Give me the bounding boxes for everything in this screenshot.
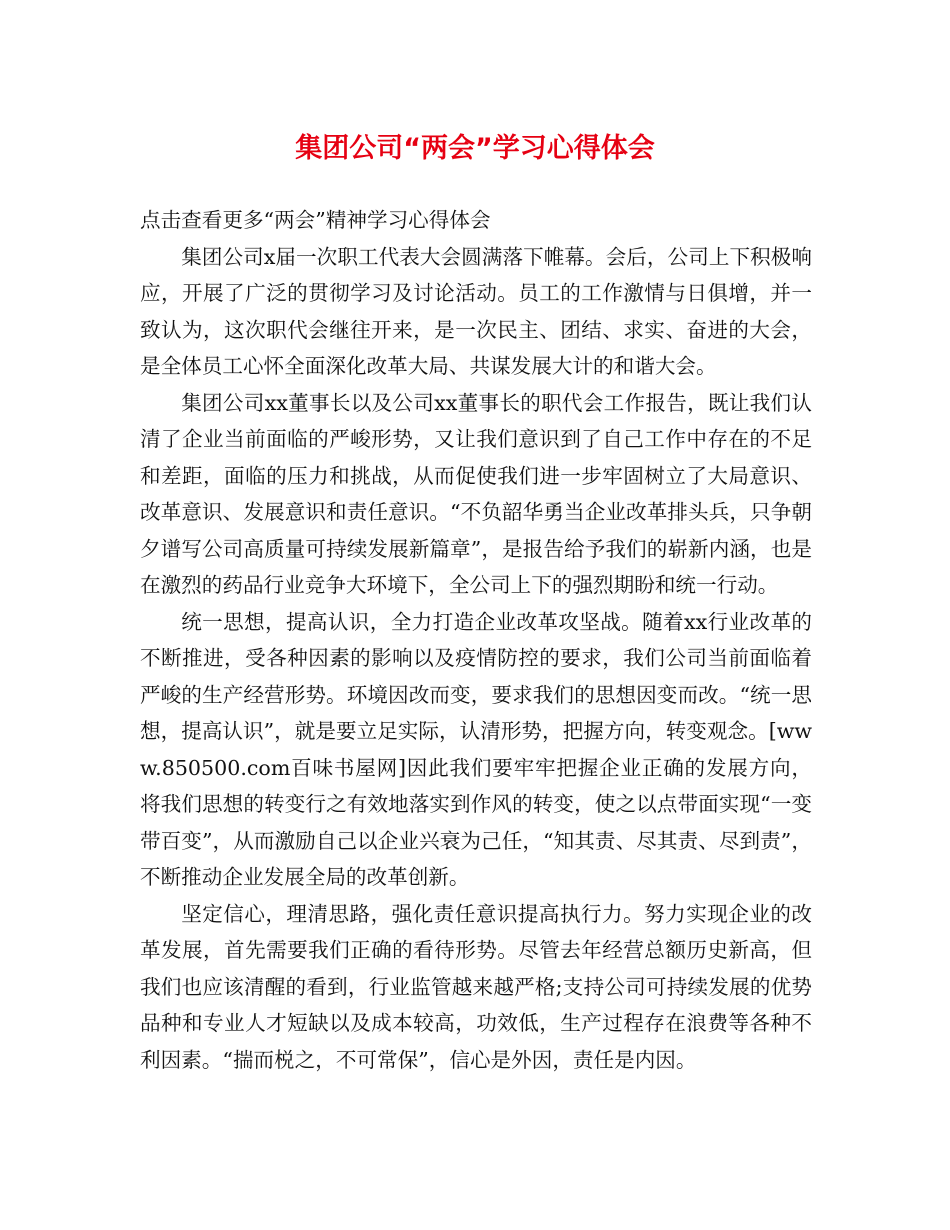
paragraph-2: 集团公司xx董事长以及公司xx董事长的职代会工作报告，既让我们认清了企业当前面临的严峻形势，又让我们意识到了自己工作中存在的不足和差距，面临的压力和挑战，从而促使我们进一步牢固树立了大局意识、改革意识、发展意识和责任意识。“不负韶华勇当企业改革排头兵，只争朝夕谱写公司高质量可持续发展新篇章”，是报告给予我们的崭新内涵，也是在激烈的药品行业竞争大环境下，全公司上下的强烈期盼和统一行动。: [140, 390, 812, 597]
paragraph-1: 集团公司x届一次职工代表大会圆满落下帷幕。会后，公司上下积极响应，开展了广泛的贯彻学习及讨论活动。员工的工作激情与日俱增，并一致认为，这次职代会继往开来，是一次民主、团结、求实、奋进的大会，是全体员工心怀全面深化改革大局、共谋发展大计的和谐大会。: [140, 244, 812, 378]
document-body: [140, 202, 812, 1078]
paragraph-3: 统一思想，提高认识，全力打造企业改革攻坚战。随着xx行业改革的不断推进，受各种因素的影响以及疫情防控的要求，我们公司当前面临着严峻的生产经营形势。环境因改而变，要求我们的思想因变而改。“统一思想，提高认识”，就是要立足实际，认清形势，把握方向，转变观念。[www.850500.com百味书屋网]因此我们要牢牢把握企业正确的发展方向，将我们思想的转变行之有效地落实到作风的转变，使之以点带面实现“一变带百变”，从而激励自己以企业兴衰为己任，“知其责、尽其责、尽到责”，不断推动企业发展全局的改革创新。: [140, 609, 812, 889]
more-link-line[interactable]: 点击查看更多“两会”精神学习心得体会: [140, 208, 491, 232]
paragraph-4: 坚定信心，理清思路，强化责任意识提高执行力。努力实现企业的改革发展，首先需要我们正确的看待形势。尽管去年经营总额历史新高，但我们也应该清醒的看到，行业监管越来越严格;支持公司可持续发展的优势品种和专业人才短缺以及成本较高，功效低，生产过程存在浪费等各种不利因素。“揣而棁之，不可常保”，信心是外因，责任是内因。: [140, 901, 812, 1072]
document-title: 集团公司“两会”学习心得体会: [295, 133, 655, 164]
